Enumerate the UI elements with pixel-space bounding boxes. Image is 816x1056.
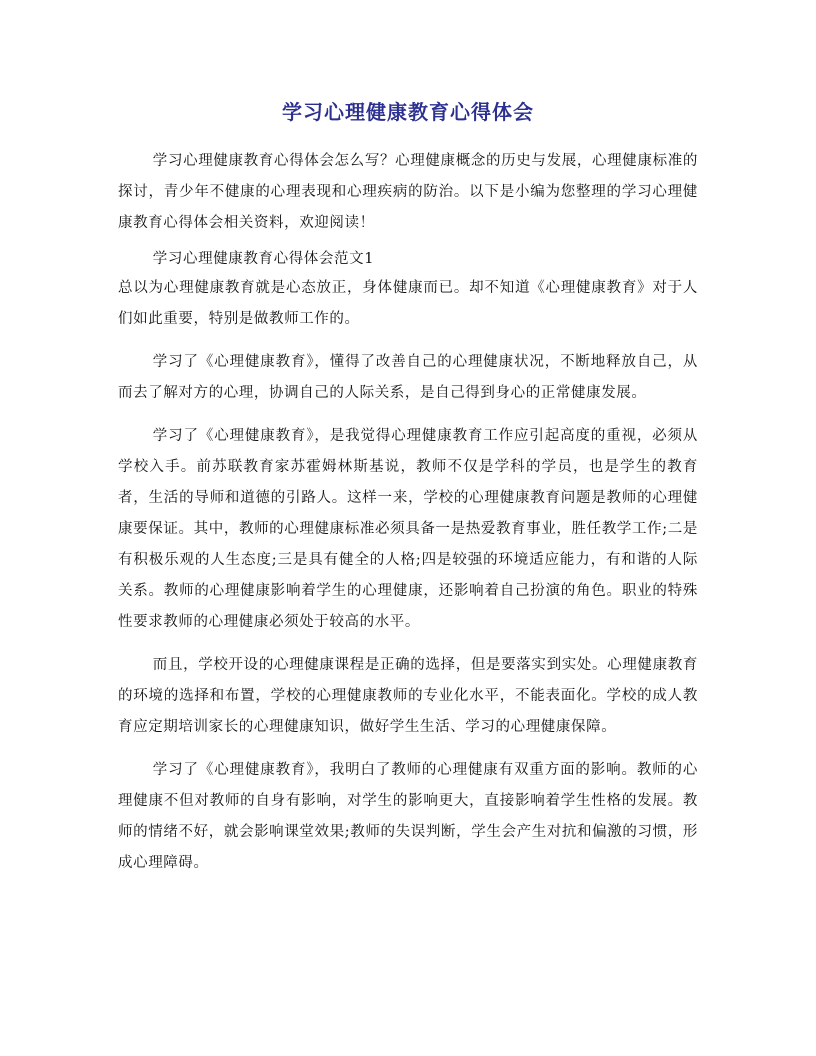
intro-paragraph: 学习心理健康教育心得体会怎么写？心理健康概念的历史与发展，心理健康标准的探讨，青少年不健康的心理表现和心理疾病的防治。以下是小编为您整理的学习心理健康教育心得体会相关资料，欢迎阅读！: [118, 153, 698, 231]
body-paragraph-2: 学习了《心理健康教育》，懂得了改善自己的心理健康状况，不断地释放自己，从而去了解对方的心理，协调自己的人际关系，是自己得到身心的正常健康发展。: [118, 354, 698, 401]
body-paragraph-3: 学习了《心理健康教育》，是我觉得心理健康教育工作应引起高度的重视，必须从学校入手。前苏联教育家苏霍姆林斯基说，教师不仅是学科的学员，也是学生的教育者，生活的导师和道德的引路人。这样一来，学校的心理健康教育问题是教师的心理健康要保证。其中，教师的心理健康标准必须具备一是热爱教育事业，胜任教学工作;二是有积极乐观的人生态度;三是具有健全的人格;四是较强的环境适应能力，有和谐的人际关系。教师的心理健康影响着学生的心理健康，还影响着自己扮演的角色。职业的特殊性要求教师的心理健康必须处于较高的水平。: [118, 428, 698, 630]
document-title: 学习心理健康教育心得体会: [282, 100, 534, 124]
body-paragraph-4: 而且，学校开设的心理健康课程是正确的选择，但是要落实到实处。心理健康教育的环境的选择和布置，学校的心理健康教师的专业化水平，不能表面化。学校的成人教育应定期培训家长的心理健康知识，做好学生生活、学习的心理健康保障。: [118, 657, 698, 735]
section-heading: 学习心理健康教育心得体会范文1: [152, 251, 375, 267]
body-paragraph-1: 总以为心理健康教育就是心态放正，身体健康而已。却不知道《心理健康教育》对于人们如此重要，特别是做教师工作的。: [118, 280, 698, 327]
document-page: [118, 98, 698, 879]
body-paragraph-5: 学习了《心理健康教育》，我明白了教师的心理健康有双重方面的影响。教师的心理健康不但对教师的自身有影响，对学生的影响更大，直接影响着学生性格的发展。教师的情绪不好，就会影响课堂效果;教师的失误判断，学生会产生对抗和偏激的习惯，形成心理障碍。: [118, 762, 698, 871]
